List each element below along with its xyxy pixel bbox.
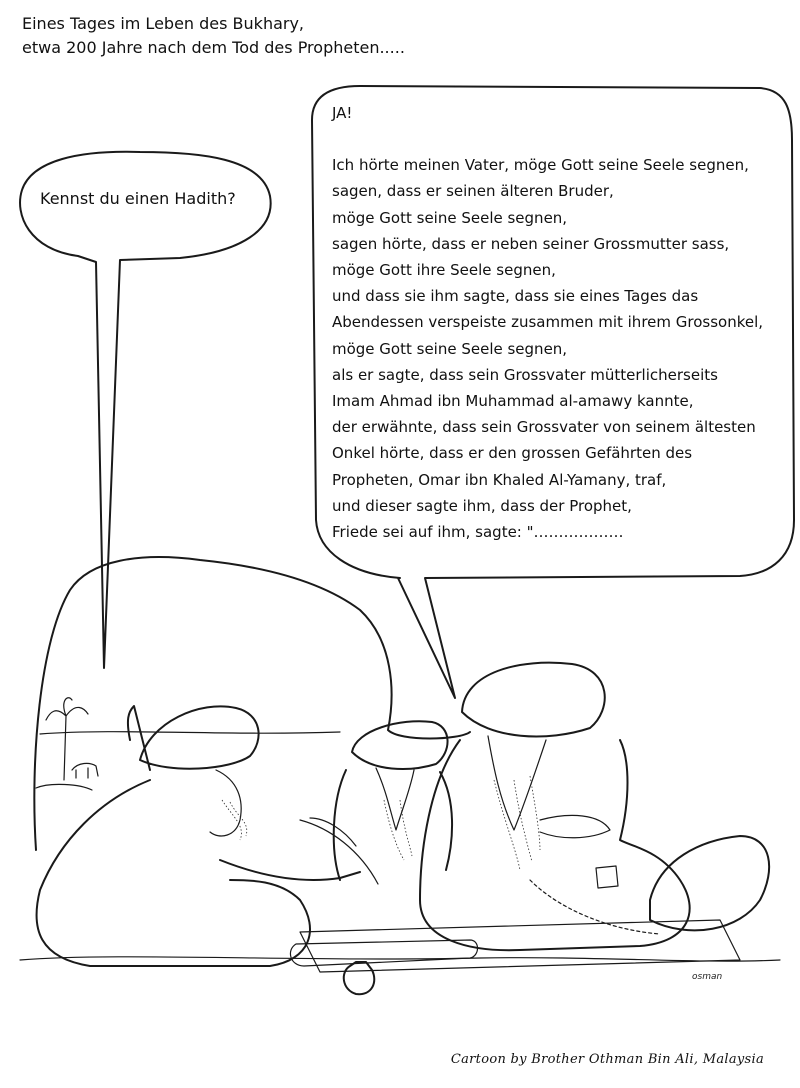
bubble-right-line: sagen, dass er seinen älteren Bruder,	[332, 182, 614, 201]
rock-background	[34, 557, 470, 850]
scholar-right-turban	[462, 663, 605, 737]
distant-animal	[72, 763, 98, 778]
scholar-left-face	[210, 770, 241, 836]
bubble-right-line: als er sagte, dass sein Grossvater mütterlicherseits	[332, 365, 718, 384]
speech-bubble-left	[20, 152, 271, 668]
bubble-right-line: möge Gott seine Seele segnen,	[332, 208, 568, 227]
caption-line-1: Eines Tages im Leben des Bukhary,	[22, 14, 305, 33]
scholar-right-hand	[540, 815, 610, 837]
scholar-left-body	[37, 780, 310, 966]
palm-tree	[46, 698, 88, 780]
ground-line	[20, 957, 780, 961]
bubble-right-spacer	[332, 126, 782, 152]
scholar-middle-beard	[384, 800, 412, 860]
small-pond	[36, 784, 92, 790]
scholar-middle-turban	[352, 721, 448, 769]
bubble-right-line: Friede sei auf ihm, sagte: "………………	[332, 523, 624, 542]
bubble-right-line: sagen hörte, dass er neben seiner Grossmutter sass,	[332, 234, 730, 253]
bubble-right-line: Onkel hörte, dass er den grossen Gefährten des	[332, 444, 693, 463]
cloak-patch	[596, 866, 618, 888]
cartoon-credit: Cartoon by Brother Othman Bin Ali, Malaysia	[450, 1052, 764, 1067]
bubble-right-line: und dass sie ihm sagte, dass sie eines Tages das	[332, 287, 699, 306]
scroll	[290, 940, 477, 966]
ink-pot	[344, 962, 375, 994]
bubble-right-line: möge Gott ihre Seele segnen,	[332, 261, 556, 280]
bubble-right-line: und dieser sagte ihm, dass der Prophet,	[332, 496, 632, 515]
prayer-beads	[530, 880, 660, 934]
scholar-right-face	[488, 736, 546, 830]
bubble-right-line: Abendessen verspeiste zusammen mit ihrem Grossonkel,	[332, 313, 764, 332]
caption	[22, 12, 405, 60]
caption-line-2: etwa 200 Jahre nach dem Tod des Propheten.....	[22, 38, 405, 57]
bubble-right-answer: JA!	[332, 104, 353, 122]
scholar-left-turban	[128, 706, 259, 770]
artist-signature: osman	[692, 972, 723, 982]
bubble-right-line: Propheten, Omar ibn Khaled Al-Yamany, traf,	[332, 470, 667, 489]
bubble-left-text: Kennst du einen Hadith?	[40, 189, 236, 208]
bubble-right-line: Ich hörte meinen Vater, möge Gott seine Seele segnen,	[332, 156, 749, 175]
scholar-middle-face	[376, 768, 414, 830]
bubble-right-line: Imam Ahmad ibn Muhammad al-amawy kannte,	[332, 392, 694, 411]
horizon-line	[40, 732, 340, 734]
cushion	[650, 836, 769, 930]
scholar-middle-body	[334, 770, 452, 880]
bubble-right-text	[332, 100, 782, 545]
scholar-left-beard	[222, 800, 247, 840]
bubble-right-line: der erwähnte, dass sein Grossvater von seinem ältesten	[332, 418, 756, 437]
bubble-right-line: möge Gott seine Seele segnen,	[332, 339, 568, 358]
